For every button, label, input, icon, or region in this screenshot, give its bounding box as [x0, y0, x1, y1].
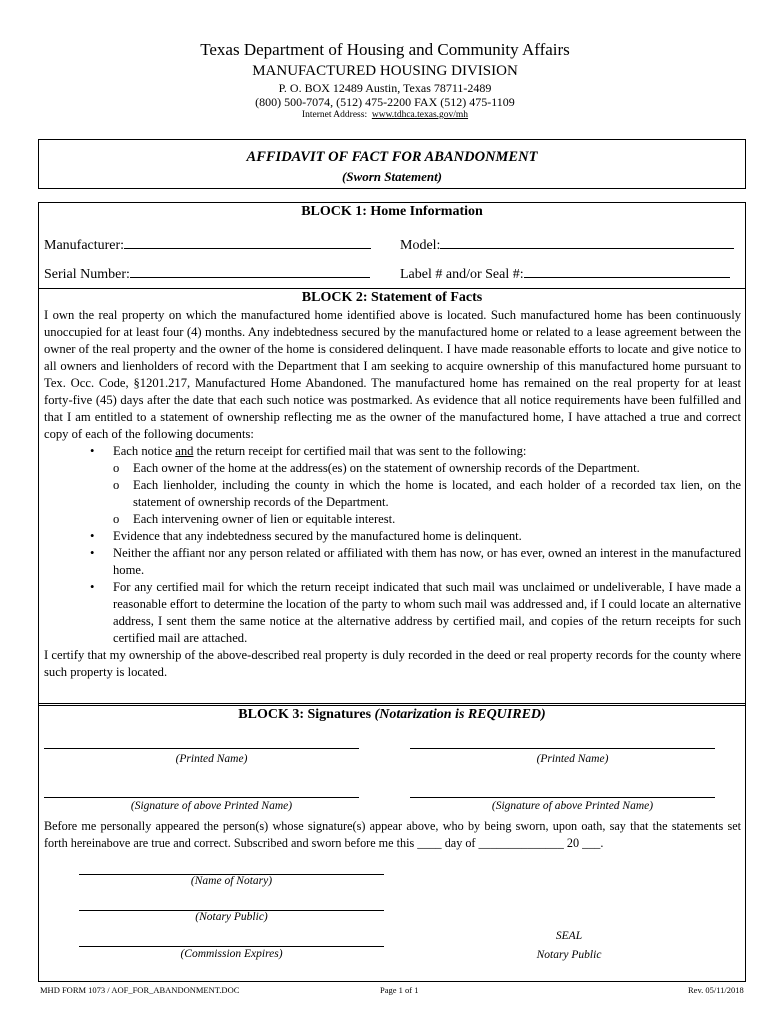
signature-label-1: (Signature of above Printed Name) [130, 800, 293, 812]
serial-input[interactable] [130, 265, 370, 278]
internet-link[interactable]: www.tdhca.texas.gov/mh [371, 110, 469, 120]
form-title: AFFIDAVIT OF FACT FOR ABANDONMENT [246, 149, 538, 165]
phone-numbers: (800) 500-7074, (512) 475-2200 FAX (512) 475-1109 [255, 95, 515, 109]
notarization-required: (Notarization is REQUIRED) [374, 707, 546, 722]
serial-label: Serial Number: [44, 267, 130, 282]
bullet1-and: and [175, 444, 194, 458]
documents-list [44, 443, 741, 647]
printed-name-label-1: (Printed Name) [175, 753, 248, 765]
bullet1-pre: Each notice [113, 444, 176, 458]
commission-expires-label: (Commission Expires) [180, 948, 283, 960]
form-title-box [38, 139, 746, 189]
list-item: o Each intervening owner of lien or equitable interest. [113, 512, 396, 526]
signature-label-2: (Signature of above Printed Name) [491, 800, 654, 812]
label-seal-field [400, 265, 730, 283]
sub-item-intervening: Each intervening owner of lien or equitable interest. [133, 512, 396, 526]
list-item: • Each notice and the return receipt for certified mail that was sent to the following: [90, 444, 527, 458]
manufacturer-field [44, 236, 371, 254]
mailing-address: P. O. BOX 12489 Austin, Texas 78711-2489 [278, 81, 492, 95]
footer-form-id: MHD FORM 1073 / AOF_FOR_ABANDONMENT.DOC [40, 985, 240, 995]
signature-line-2[interactable] [410, 797, 715, 798]
list-item: • Evidence that any indebtedness secured by the manufactured home is delinquent. [90, 529, 522, 543]
bullet-affiant: Neither the affiant nor any person related or affiliated with them has now, or has ever, owned an interest in the manufactured home. [113, 546, 741, 577]
bullet1-post: the return receipt for certified mail that was sent to the following: [193, 444, 527, 458]
agency-name: Texas Department of Housing and Community Affairs [200, 40, 570, 59]
sub-item-owners: Each owner of the home at the address(es) on the statement of ownership records of the Department. [133, 461, 640, 475]
printed-name-line-1[interactable] [44, 748, 359, 749]
model-label: Model: [400, 238, 441, 253]
signature-line-1[interactable] [44, 797, 359, 798]
seal-notary-public: Notary Public [536, 949, 602, 961]
printed-name-label-2: (Printed Name) [536, 753, 609, 765]
block2-heading: BLOCK 2: Statement of Facts [39, 288, 745, 306]
statement-intro: I own the real property on which the manufactured home identified above is located. Such manufactured home has been continuously unoccupied for at least four (4) months. Any indebtedness secured by the manufactured home or related to a lease agreement between the owner of the real property and the owner of the home is considered delinquent. I have made reasonable efforts to locate and give notice to all owners and lienholders of record with the Department that I am seeking to acquire ownership of this manufactured home pursuant to Tex. Occ. Code, §1201.217, Manufactured Home Abandoned. The manufactured home has remained on the real property for at least forty-five (45) days after the date that each such notice was postmarked. As evidence that all notice requirements have been fulfilled and that I am entitled to a statement of ownership reflecting me as the owner of the manufactured home, I have attached a true and correct copy of each of the following documents: [44, 308, 741, 441]
commission-expires-line[interactable] [79, 946, 384, 947]
notary-public-label: (Notary Public) [195, 911, 268, 923]
block1-heading: BLOCK 1: Home Information [301, 204, 483, 219]
name-of-notary-label: (Name of Notary) [190, 875, 273, 887]
block3-heading [39, 703, 745, 723]
internet-label: Internet Address: [301, 110, 368, 120]
statement-of-facts [44, 307, 741, 681]
printed-name-line-2[interactable] [410, 748, 715, 749]
certification-statement: I certify that my ownership of the above-described real property is duly recorded in the deed or real property records for the county where such property is located. [44, 648, 741, 679]
bullet-certified-mail: For any certified mail for which the return receipt indicated that such mail was unclaimed or undeliverable, I have made a reasonable effort to determine the location of the party to whom such mail was addressed and, if I could locate an alternative address, I sent them the same notice at the alternative address by certified mail, and copies of the return receipts for such certified mail are attached. [113, 580, 741, 645]
list-item: • Neither the affiant nor any person related or affiliated with them has now, or has ever, owned an interest in the manufactured home. [90, 546, 741, 577]
bullet-indebtedness: Evidence that any indebtedness secured by the manufactured home is delinquent. [113, 529, 522, 543]
list-item: o Each owner of the home at the address(es) on the statement of ownership records of the Department. [113, 461, 640, 475]
label-seal-input[interactable] [524, 265, 730, 278]
internet-address [0, 110, 770, 120]
list-item: o Each lienholder, including the county in which the home is located, and each holder of a recorded tax lien, on the statement of ownership records of the Department. [113, 478, 741, 509]
sub-item-lienholders: Each lienholder, including the county in which the home is located, and each holder of a recorded tax lien, on the statement of ownership records of the Department. [133, 478, 741, 509]
manufacturer-input[interactable] [124, 236, 371, 249]
division-name: MANUFACTURED HOUSING DIVISION [252, 63, 518, 79]
footer-revision: Rev. 05/11/2018 [688, 985, 744, 995]
footer-page-number: Page 1 of 1 [380, 985, 419, 995]
label-seal-label: Label # and/or Seal #: [400, 267, 524, 282]
manufacturer-label: Manufacturer: [44, 238, 125, 253]
form-subtitle: (Sworn Statement) [341, 169, 443, 184]
serial-field [44, 265, 370, 283]
block3-heading-text: BLOCK 3: Signatures [238, 707, 375, 722]
form-body [38, 202, 746, 982]
list-item: • For any certified mail for which the return receipt indicated that such mail was unclaimed or undeliverable, I have made a reasonable effort to determine the location of the party to whom such mail was addressed and, if I could locate an alternative address, I sent them the same notice at the alternative address by certified mail, and copies of the return receipts for such certified mail are attached. [90, 580, 741, 645]
jurat-statement: Before me personally appeared the person(s) whose signature(s) appear above, who by being sworn, upon oath, say that the statements set forth hereinabove are true and correct. Subscribed and sworn before me this ____ day of ______________ 20 ___. [44, 819, 741, 850]
model-input[interactable] [440, 236, 734, 249]
model-field [400, 236, 734, 254]
seal-label: SEAL [555, 930, 583, 942]
